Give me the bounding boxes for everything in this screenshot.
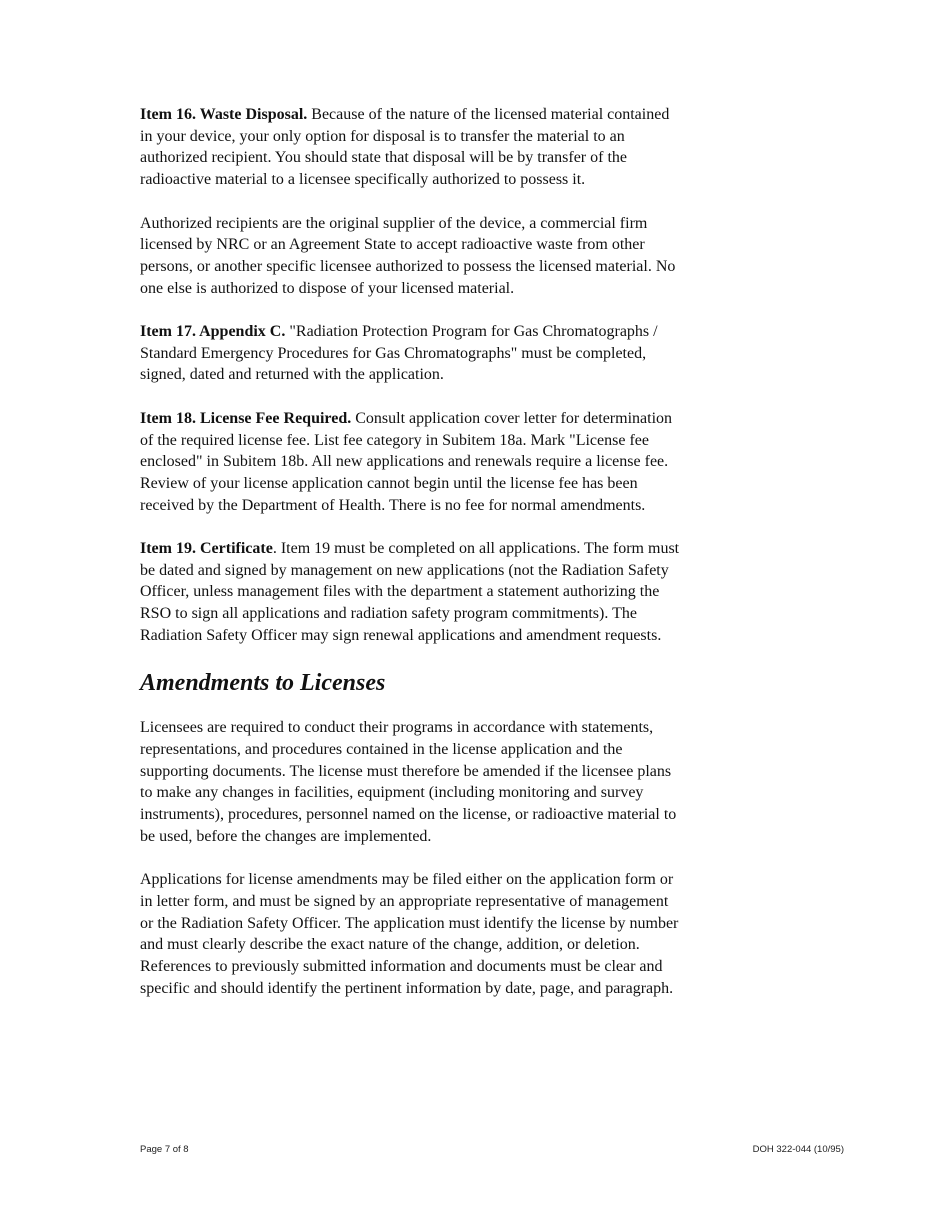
item-19-text: . Item 19 must be completed on all applications. The form must be dated and signed by management on new applications (not the Radiation Safety Officer, unless management files with the department a statement authorizing the RSO to sign all applications and radiation safety program commitments). The Radiation Safety Officer may sign renewal applications and amendment requests. [140, 540, 680, 644]
item-17-text: "Radiation Protection Program for Gas Chromatographs / Standard Emergency Procedures for Gas Chromatographs" must be completed, signed, dated and returned with the application. [140, 323, 658, 384]
item-16-text: Because of the nature of the licensed material contained in your device, your only option for disposal is to transfer the material to an authorized recipient. You should state that disposal will be by transfer of the radioactive material to a licensee specifically authorized to possess it. [140, 106, 670, 189]
item-16-paragraph [140, 104, 685, 191]
authorized-recipients-text: Authorized recipients are the original supplier of the device, a commercial firm licensed by NRC or an Agreement State to accept radioactive waste from other persons, or another specific licensee authorized to possess the licensed material. No one else is authorized to dispose of your licensed material. [140, 214, 676, 297]
authorized-recipients-paragraph [140, 213, 685, 300]
item-18-label: Item 18. License Fee Required. [140, 409, 352, 427]
page-number: Page 7 of 8 [140, 1144, 189, 1155]
item-17-paragraph [140, 321, 685, 386]
item-19-paragraph [140, 538, 685, 647]
item-19-label: Item 19. Certificate [140, 540, 273, 557]
page-content [140, 104, 685, 1021]
item-18-paragraph [140, 408, 685, 517]
item-16-label: Item 16. Waste Disposal. [140, 106, 308, 123]
item-18-text: Consult application cover letter for determination of the required license fee. List fee category in Subitem 18a. Mark "License fee enclosed" in Subitem 18b. All new applications and renewals require a license fee. Review of your license application cannot begin until the license fee has been received by the Department of Health. There is no fee for normal amendments. [140, 409, 673, 514]
item-17-label: Item 17. Appendix C. [140, 323, 286, 340]
amendments-paragraph-2: Applications for license amendments may be filed either on the application form or in letter form, and must be signed by an appropriate representative of management or the Radiation Safety Officer. The application must identify the license by number and must clearly describe the exact nature of the change, addition, or deletion. References to previously submitted information and documents must be clear and specific and should identify the pertinent information by date, page, and paragraph. [140, 871, 679, 997]
amendments-heading: Amendments to Licenses [140, 670, 386, 697]
form-identifier: DOH 322-044 (10/95) [752, 1144, 844, 1155]
amendments-paragraph-1: Licensees are required to conduct their programs in accordance with statements, representations, and procedures contained in the license application and the supporting documents. The license must therefore be amended if the licensee plans to make any changes in facilities, equipment (including monitoring and survey instruments), procedures, personnel named on the license, or radioactive material to be used, before the changes are implemented. [140, 719, 677, 845]
